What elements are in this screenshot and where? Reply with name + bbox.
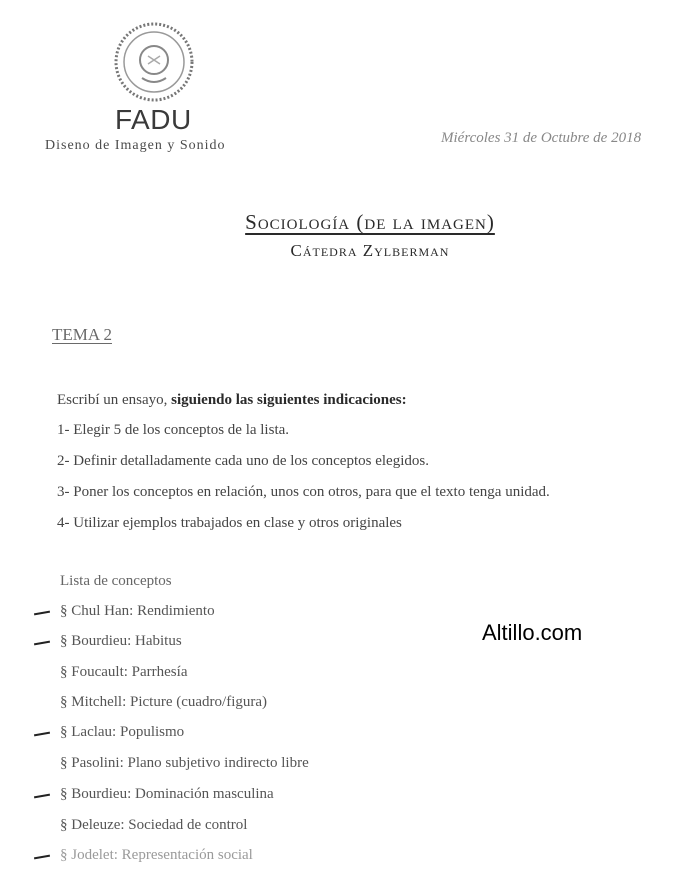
concept-label: § Laclau: Populismo bbox=[60, 724, 185, 740]
concept-label: § Mitchell: Picture (cuadro/figura) bbox=[60, 694, 268, 710]
concept-label: § Jodelet: Representación social bbox=[60, 847, 253, 863]
concept-label: § Bourdieu: Dominación masculina bbox=[60, 786, 274, 802]
handwritten-mark bbox=[34, 732, 50, 737]
chair-name: Cátedra Zylberman bbox=[290, 241, 450, 260]
instructions-intro bbox=[57, 392, 407, 409]
concept-item bbox=[60, 633, 182, 650]
concept-item bbox=[60, 817, 247, 834]
concept-label: § Chul Han: Rendimiento bbox=[60, 603, 215, 619]
course-title: Sociología (de la imagen) bbox=[245, 210, 495, 234]
instructions-intro-bold: siguiendo las siguientes indicaciones: bbox=[171, 392, 407, 408]
instruction-item: 2- Definir detalladamente cada uno de los conceptos elegidos. bbox=[57, 453, 429, 469]
concept-item bbox=[60, 786, 274, 803]
concept-label: § Bourdieu: Habitus bbox=[60, 633, 182, 649]
concept-item bbox=[60, 603, 215, 620]
concept-item bbox=[60, 694, 267, 711]
topic-heading: TEMA 2 bbox=[52, 325, 112, 344]
department-subtitle: Diseno de Imagen y Sonido bbox=[45, 138, 226, 153]
concept-item bbox=[60, 755, 309, 772]
document-date: Miércoles 31 de Octubre de 2018 bbox=[441, 130, 642, 146]
logo-text: FADU bbox=[115, 104, 192, 135]
concept-list-heading: Lista de conceptos bbox=[60, 573, 172, 589]
handwritten-mark bbox=[34, 611, 50, 616]
concept-label: § Deleuze: Sociedad de control bbox=[60, 817, 248, 833]
concept-item bbox=[60, 724, 184, 741]
instructions-intro-plain: Escribí un ensayo, bbox=[57, 392, 172, 408]
handwritten-mark bbox=[34, 794, 50, 799]
concept-item bbox=[60, 664, 187, 681]
handwritten-mark bbox=[34, 855, 50, 860]
concept-label: § Pasolini: Plano subjetivo indirecto libre bbox=[60, 755, 309, 771]
concept-item bbox=[60, 847, 253, 864]
university-seal-icon bbox=[112, 20, 196, 104]
instruction-item: 3- Poner los conceptos en relación, unos con otros, para que el texto tenga unidad. bbox=[57, 484, 550, 500]
watermark: Altillo.com bbox=[482, 620, 583, 645]
concept-label: § Foucault: Parrhesía bbox=[60, 664, 188, 680]
handwritten-mark bbox=[34, 641, 50, 646]
instruction-item: 1- Elegir 5 de los conceptos de la lista. bbox=[57, 422, 290, 438]
instruction-item: 4- Utilizar ejemplos trabajados en clase y otros originales bbox=[57, 515, 402, 531]
